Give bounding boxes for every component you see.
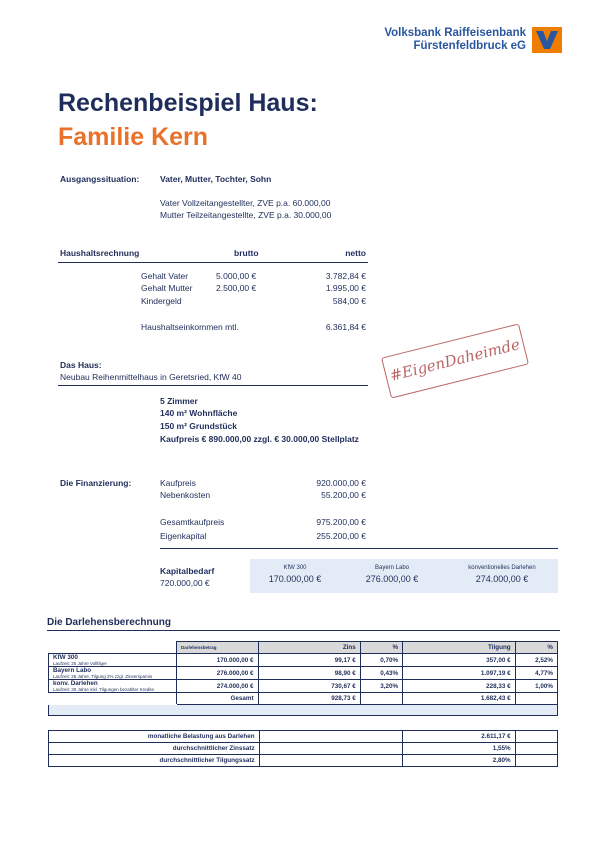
cell-amount: 170.000,00 € bbox=[177, 654, 259, 667]
col-header: Tilgung bbox=[403, 642, 516, 654]
financing-row-label: Nebenkosten bbox=[160, 490, 211, 500]
cell-amount: 274.000,00 € bbox=[177, 680, 259, 693]
cell-tilgung: 357,00 € bbox=[403, 654, 516, 667]
loan-value: 276.000,00 € bbox=[365, 574, 419, 584]
loan-note: Laufzeit: 25 Jahre, Tilgung 2% zzgl. Zinsersparnis bbox=[53, 674, 153, 679]
loan-item bbox=[342, 565, 442, 584]
financing-row-label: Gesamtkaufpreis bbox=[160, 517, 225, 527]
cell-zins: 730,67 € bbox=[258, 680, 360, 693]
cell-zins: 99,17 € bbox=[258, 654, 360, 667]
loan-label: konventionelles Darlehen bbox=[468, 565, 536, 571]
financing-row-label: Eigenkapital bbox=[160, 531, 207, 541]
summary-label: durchschnittlicher Tilgungssatz bbox=[49, 755, 260, 767]
col-header: % bbox=[360, 642, 402, 654]
divider bbox=[47, 630, 560, 631]
loan-name: konv. Darlehen bbox=[53, 680, 98, 687]
cell-tilgung-pct: 2,52% bbox=[515, 654, 557, 667]
house-feature: Kaufpreis € 890.000,00 zzgl. € 30.000,00 Stellplatz bbox=[160, 434, 359, 444]
loan-name: Bayern Labo bbox=[53, 667, 92, 674]
summary-value: 2.611,17 € bbox=[403, 731, 516, 743]
loan-value: 274.000,00 € bbox=[475, 574, 529, 584]
hashtag-stamp: #EigenDaheimde bbox=[381, 323, 529, 398]
spacer-row bbox=[49, 705, 558, 716]
bank-name-line2: Fürstenfeldbruck eG bbox=[413, 40, 526, 52]
summary-table bbox=[48, 730, 558, 767]
house-desc: Neubau Reihenmittelhaus in Geretsried, KfW 40 bbox=[60, 372, 242, 382]
kapital-label: Kapitalbedarf bbox=[160, 566, 215, 576]
table-total-row bbox=[49, 693, 558, 705]
household-row-label: Kindergeld bbox=[141, 296, 182, 306]
household-income-label: Haushaltseinkommen mtl. bbox=[141, 322, 239, 332]
cell-tilgung-pct: 1,00% bbox=[515, 680, 557, 693]
divider bbox=[58, 385, 368, 386]
table-row bbox=[49, 667, 558, 680]
summary-value: 2,80% bbox=[403, 755, 516, 767]
loan-value: 170.000,00 € bbox=[268, 574, 322, 584]
cell-tilgung: 228,33 € bbox=[403, 680, 516, 693]
situation-value: Vater, Mutter, Tochter, Sohn bbox=[160, 174, 272, 184]
summary-row bbox=[49, 731, 558, 743]
col-header: % bbox=[515, 642, 557, 654]
household-title: Haushaltsrechnung bbox=[60, 248, 140, 258]
cell-amount: 276.000,00 € bbox=[177, 667, 259, 680]
loan-label: Bayern Labo bbox=[374, 565, 410, 571]
vr-logo-icon bbox=[532, 27, 562, 53]
loan-note: Laufzeit: 30 Jahre inkl. Tilgungen bezahlter Kredite bbox=[53, 687, 155, 692]
divider bbox=[58, 262, 368, 263]
table-row bbox=[49, 654, 558, 667]
calc-title: Die Darlehensberechnung bbox=[47, 617, 171, 628]
household-col-brutto: brutto bbox=[234, 248, 259, 258]
bank-logo bbox=[384, 27, 562, 53]
page-title: Rechenbeispiel Haus: bbox=[58, 89, 318, 117]
situation-label: Ausgangssituation: bbox=[60, 174, 140, 184]
cell-zins: 98,90 € bbox=[258, 667, 360, 680]
summary-label: monatliche Belastung aus Darlehen bbox=[49, 731, 260, 743]
loan-calc-table bbox=[48, 641, 558, 716]
financing-title: Die Finanzierung: bbox=[60, 478, 132, 488]
col-header: Zins bbox=[258, 642, 360, 654]
total-label: Gesamt bbox=[177, 693, 259, 705]
table-row bbox=[49, 680, 558, 693]
household-row-brutto: 2.500,00 € bbox=[216, 283, 257, 293]
situation-line1: Vater Vollzeitangestellter, ZVE p.a. 60.000,00 bbox=[160, 198, 331, 208]
financing-row-label: Kaufpreis bbox=[160, 478, 196, 488]
cell-zins-pct: 0,70% bbox=[360, 654, 402, 667]
loan-item bbox=[250, 565, 340, 584]
divider bbox=[160, 548, 558, 549]
loan-split-box bbox=[250, 559, 558, 593]
cell-tilgung-pct: 4,77% bbox=[515, 667, 557, 680]
summary-row bbox=[49, 743, 558, 755]
summary-label: durchschnittlicher Zinssatz bbox=[49, 743, 260, 755]
house-title: Das Haus: bbox=[60, 360, 102, 370]
summary-row bbox=[49, 755, 558, 767]
loan-label: KfW 300 bbox=[283, 565, 307, 571]
financing-row-value: 975.200,00 € bbox=[316, 517, 366, 527]
financing-row-value: 255.200,00 € bbox=[316, 531, 366, 541]
kapital-value: 720.000,00 € bbox=[160, 578, 210, 588]
cell-zins-pct: 3,20% bbox=[360, 680, 402, 693]
cell-tilgung: 1.097,19 € bbox=[403, 667, 516, 680]
financing-row-value: 55.200,00 € bbox=[321, 490, 366, 500]
house-feature: 140 m² Wohnfläche bbox=[160, 408, 238, 418]
household-income-value: 6.361,84 € bbox=[325, 322, 366, 332]
loan-name: KfW 300 bbox=[53, 654, 78, 661]
financing-row-value: 920.000,00 € bbox=[316, 478, 366, 488]
bank-name-line1: Volksbank Raiffeisenbank bbox=[384, 27, 526, 39]
household-row-brutto: 5.000,00 € bbox=[216, 271, 257, 281]
cell-zins-pct: 0,43% bbox=[360, 667, 402, 680]
household-row-label: Gehalt Mutter bbox=[141, 283, 193, 293]
total-zins: 928,73 € bbox=[258, 693, 360, 705]
situation-line2: Mutter Teilzeitangestellte, ZVE p.a. 30.000,00 bbox=[160, 210, 332, 220]
household-row-label: Gehalt Vater bbox=[141, 271, 189, 281]
household-row-netto: 1.995,00 € bbox=[325, 283, 366, 293]
loan-note: Laufzeit: 25 Jahre Volltilger bbox=[53, 661, 108, 666]
col-header: Darlehensbetrag bbox=[177, 642, 259, 654]
household-row-netto: 3.782,84 € bbox=[325, 271, 366, 281]
house-feature: 5 Zimmer bbox=[160, 396, 198, 406]
total-tilgung: 1.682,43 € bbox=[403, 693, 516, 705]
summary-value: 1,55% bbox=[403, 743, 516, 755]
page-subtitle: Familie Kern bbox=[58, 123, 209, 151]
loan-item bbox=[446, 565, 558, 584]
household-row-netto: 584,00 € bbox=[332, 296, 366, 306]
table-header-row bbox=[49, 642, 558, 654]
house-feature: 150 m² Grundstück bbox=[160, 421, 237, 431]
household-col-netto: netto bbox=[345, 248, 366, 258]
